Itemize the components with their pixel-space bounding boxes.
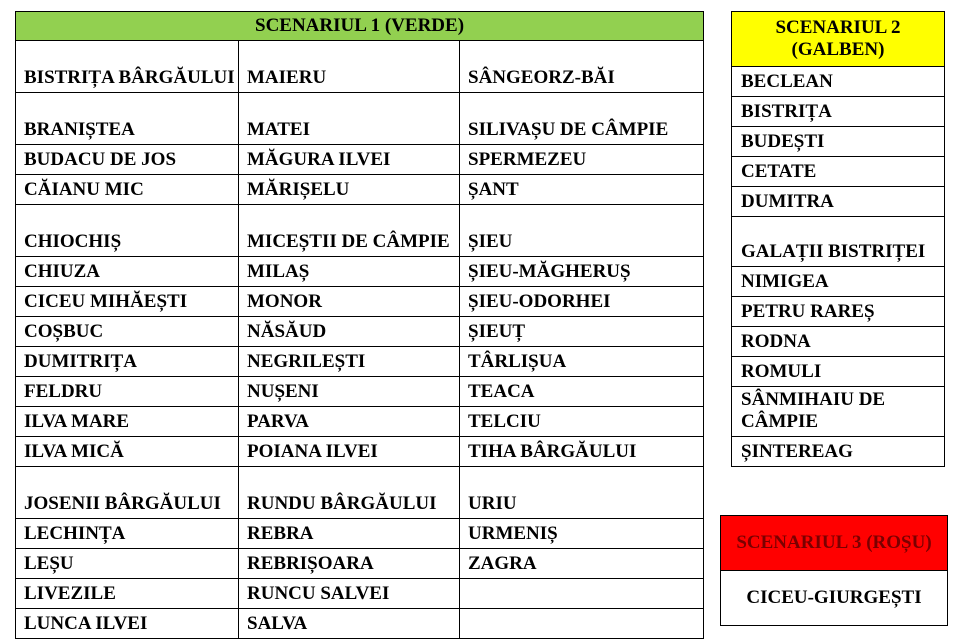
commune-cell: ȘIEU-ODORHEI [460,287,704,317]
commune-cell: DUMITRIȚA [16,347,239,377]
commune-cell: MĂRIȘELU [239,175,460,205]
table-row [16,467,704,519]
commune-cell: ȘIEU-MĂGHERUȘ [460,257,704,287]
table-row [732,387,945,437]
commune-cell: MONOR [239,287,460,317]
commune-cell: URMENIȘ [460,519,704,549]
commune-cell: CHIUZA [16,257,239,287]
commune-cell: MĂGURA ILVEI [239,145,460,175]
commune-cell: REBRIȘOARA [239,549,460,579]
commune-cell: TEACA [460,377,704,407]
commune-cell: NEGRILEȘTI [239,347,460,377]
scenario-3-table [720,515,948,626]
commune-cell: TELCIU [460,407,704,437]
table-row [16,549,704,579]
table-row [16,377,704,407]
scenario-2-table [731,11,945,467]
commune-cell: TIHA BÂRGĂULUI [460,437,704,467]
scenario-1-table [15,11,704,639]
commune-cell: PETRU RAREȘ [732,297,945,327]
commune-cell: ȘIEUȚ [460,317,704,347]
commune-cell: MICEȘTII DE CÂMPIE [239,205,460,257]
table-row [16,93,704,145]
commune-cell: BUDEȘTI [732,127,945,157]
table-row [732,217,945,267]
commune-cell: LUNCA ILVEI [16,609,239,639]
table-row [16,257,704,287]
table-row [16,145,704,175]
commune-cell [460,579,704,609]
commune-cell: ȘANT [460,175,704,205]
table-row [16,287,704,317]
table-row [16,175,704,205]
commune-cell: NIMIGEA [732,267,945,297]
scenario-1-header: SCENARIUL 1 (VERDE) [16,12,704,41]
commune-cell: PARVA [239,407,460,437]
table-row [16,205,704,257]
commune-cell: BISTRIȚA [732,97,945,127]
commune-cell: SÂNGEORZ-BĂI [460,41,704,93]
table-row [732,97,945,127]
commune-cell: MATEI [239,93,460,145]
commune-cell: NĂSĂUD [239,317,460,347]
commune-cell: SALVA [239,609,460,639]
commune-cell: RODNA [732,327,945,357]
commune-cell: BRANIȘTEA [16,93,239,145]
commune-cell: GALAȚII BISTRIȚEI [732,217,945,267]
commune-cell: SÂNMIHAIU DE CÂMPIE [732,387,945,437]
table-row [732,297,945,327]
table-row [721,571,948,626]
commune-cell: JOSENII BÂRGĂULUI [16,467,239,519]
table-row [16,609,704,639]
table-row [16,579,704,609]
scenario-3-header: SCENARIUL 3 (ROȘU) [721,516,948,571]
commune-cell: ZAGRA [460,549,704,579]
table-row [16,317,704,347]
table-row [16,519,704,549]
commune-cell: LIVEZILE [16,579,239,609]
commune-cell: LECHINȚA [16,519,239,549]
commune-cell: CICEU-GIURGEȘTI [721,571,948,626]
commune-cell: URIU [460,467,704,519]
commune-cell: POIANA ILVEI [239,437,460,467]
commune-cell: TÂRLIȘUA [460,347,704,377]
commune-cell: MILAȘ [239,257,460,287]
commune-cell: NUȘENI [239,377,460,407]
commune-cell: FELDRU [16,377,239,407]
commune-cell: CETATE [732,157,945,187]
table-row [732,267,945,297]
commune-cell: CHIOCHIȘ [16,205,239,257]
commune-cell: DUMITRA [732,187,945,217]
table-row [16,407,704,437]
table-row [732,67,945,97]
commune-cell: CĂIANU MIC [16,175,239,205]
commune-cell: REBRA [239,519,460,549]
commune-cell: ȘINTEREAG [732,437,945,467]
table-row [732,157,945,187]
commune-cell: ILVA MARE [16,407,239,437]
commune-cell: LEȘU [16,549,239,579]
commune-cell: ȘIEU [460,205,704,257]
commune-cell: CICEU MIHĂEȘTI [16,287,239,317]
commune-cell: ILVA MICĂ [16,437,239,467]
commune-cell: SILIVAȘU DE CÂMPIE [460,93,704,145]
commune-cell: BECLEAN [732,67,945,97]
table-row [16,41,704,93]
table-row [16,437,704,467]
commune-cell: COȘBUC [16,317,239,347]
commune-cell [460,609,704,639]
commune-cell: SPERMEZEU [460,145,704,175]
commune-cell: BUDACU DE JOS [16,145,239,175]
table-row [732,127,945,157]
scenario-2-header: SCENARIUL 2 (GALBEN) [732,12,945,67]
table-row [16,347,704,377]
table-row [732,437,945,467]
table-row [732,357,945,387]
table-row [732,327,945,357]
commune-cell: RUNCU SALVEI [239,579,460,609]
commune-cell: BISTRIȚA BÂRGĂULUI [16,41,239,93]
table-row [732,187,945,217]
commune-cell: ROMULI [732,357,945,387]
commune-cell: RUNDU BÂRGĂULUI [239,467,460,519]
commune-cell: MAIERU [239,41,460,93]
